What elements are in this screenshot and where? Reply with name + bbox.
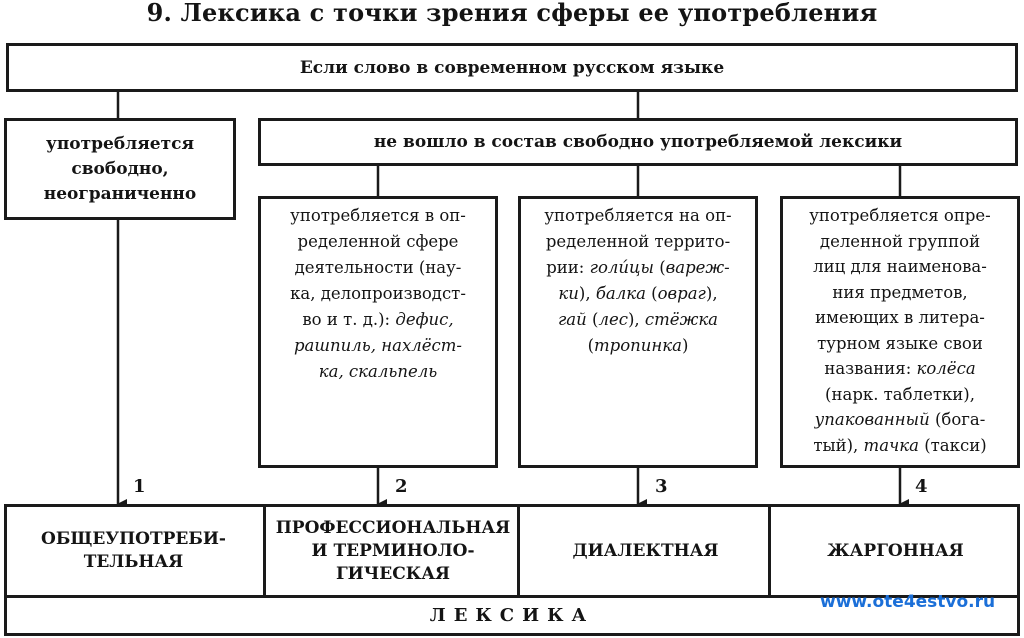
desc-line: ределенной террито- bbox=[545, 232, 731, 251]
desc-text: (бога- bbox=[929, 410, 986, 429]
example-word: голи́цы bbox=[589, 258, 654, 277]
restricted-box bbox=[258, 118, 1018, 166]
example-word: рашпиль, нахлёст- bbox=[293, 336, 462, 355]
desc-line bbox=[791, 433, 1009, 459]
desc-line bbox=[529, 255, 747, 281]
example-word: вареж- bbox=[665, 258, 730, 277]
desc-line: деятельности (нау- bbox=[294, 258, 462, 277]
category-line: И ТЕРМИНОЛО- bbox=[311, 540, 475, 561]
example-word: овраг bbox=[657, 284, 706, 303]
restricted-box-text: не вошло в состав свободно употребляемой лексики bbox=[373, 132, 903, 152]
page-title: 9. Лексика с точки зрения сферы ее употребления bbox=[146, 0, 878, 27]
desc-text: ( bbox=[587, 336, 595, 355]
desc-text: ), bbox=[627, 310, 645, 329]
example-word: балка bbox=[595, 284, 646, 303]
arrow-number-2: 2 bbox=[395, 476, 408, 497]
category-dialect bbox=[517, 507, 771, 595]
arrow-number-3: 3 bbox=[655, 476, 668, 497]
desc-line bbox=[791, 356, 1009, 382]
desc-dialect bbox=[518, 196, 758, 468]
top-box-text: Если слово в современном русском языке bbox=[299, 57, 725, 78]
category-line: ОБЩЕУПОТРЕБИ- bbox=[41, 529, 226, 549]
example-word: колёса bbox=[916, 359, 976, 378]
arrow-number-1: 1 bbox=[133, 476, 146, 497]
free-use-line: неограниченно bbox=[43, 183, 197, 204]
example-word: гай bbox=[557, 310, 587, 329]
example-word: тачка bbox=[863, 435, 919, 455]
arrow-number-4: 4 bbox=[915, 476, 928, 497]
desc-line: лиц для наименова- bbox=[813, 257, 987, 276]
example-word: упакованный bbox=[814, 410, 930, 429]
desc-professional bbox=[258, 196, 498, 468]
example-word: ка, скальпель bbox=[318, 362, 438, 381]
desc-text: названия: bbox=[824, 359, 917, 378]
desc-line: употребляется опре- bbox=[809, 206, 991, 225]
category-line: ТЕЛЬНАЯ bbox=[83, 552, 184, 572]
free-use-line: свободно, bbox=[71, 158, 169, 179]
category-professional bbox=[263, 507, 520, 595]
desc-line: турном языке свои bbox=[817, 333, 983, 353]
desc-text: ( bbox=[653, 258, 666, 277]
desc-text: тый), bbox=[813, 435, 864, 455]
category-line: ЖАРГОННАЯ bbox=[827, 540, 964, 561]
desc-text: ), bbox=[578, 284, 596, 303]
desc-line: имеющих в литера- bbox=[815, 308, 985, 327]
free-use-box bbox=[4, 118, 236, 220]
desc-line bbox=[529, 281, 747, 307]
category-line: ПРОФЕССИОНАЛЬНАЯ bbox=[275, 517, 511, 538]
desc-line: ка, делопроизводст- bbox=[290, 284, 466, 303]
desc-line bbox=[791, 407, 1009, 433]
desc-line bbox=[269, 307, 487, 333]
desc-line: ределенной сфере bbox=[297, 232, 459, 251]
desc-text: ( bbox=[586, 310, 599, 329]
category-line: ДИАЛЕКТНАЯ bbox=[572, 540, 719, 561]
desc-line bbox=[529, 307, 747, 333]
desc-text: ( bbox=[645, 284, 658, 303]
desc-line: (нарк. таблетки), bbox=[825, 384, 975, 404]
desc-line bbox=[529, 333, 747, 359]
category-line: ГИЧЕСКАЯ bbox=[335, 563, 451, 584]
category-general bbox=[7, 507, 260, 595]
example-word: лес bbox=[598, 310, 628, 329]
desc-text: ) bbox=[681, 336, 689, 355]
lexicon-label: ЛЕКСИКА bbox=[429, 605, 595, 626]
desc-line: употребляется на оп- bbox=[544, 206, 732, 225]
desc-text: ), bbox=[705, 284, 718, 303]
desc-text: (такси) bbox=[919, 435, 987, 455]
desc-line: деленной группой bbox=[819, 231, 981, 251]
example-word: стёжка bbox=[644, 310, 719, 329]
desc-line: ния предметов, bbox=[832, 282, 968, 302]
top-box bbox=[6, 43, 1018, 92]
desc-line bbox=[269, 333, 487, 359]
desc-text: во и т. д.): bbox=[302, 310, 396, 329]
category-jargon bbox=[768, 507, 1020, 595]
desc-line bbox=[269, 359, 487, 385]
example-word: ки bbox=[558, 284, 579, 303]
example-word: дефис, bbox=[395, 310, 454, 329]
desc-line: употребляется в оп- bbox=[290, 206, 466, 225]
watermark-link[interactable]: www.ote4estvo.ru bbox=[820, 592, 996, 612]
desc-jargon bbox=[780, 196, 1020, 468]
desc-text: рии: bbox=[546, 258, 590, 277]
example-word: тропинка bbox=[594, 336, 682, 355]
free-use-line: употребляется bbox=[45, 133, 195, 154]
